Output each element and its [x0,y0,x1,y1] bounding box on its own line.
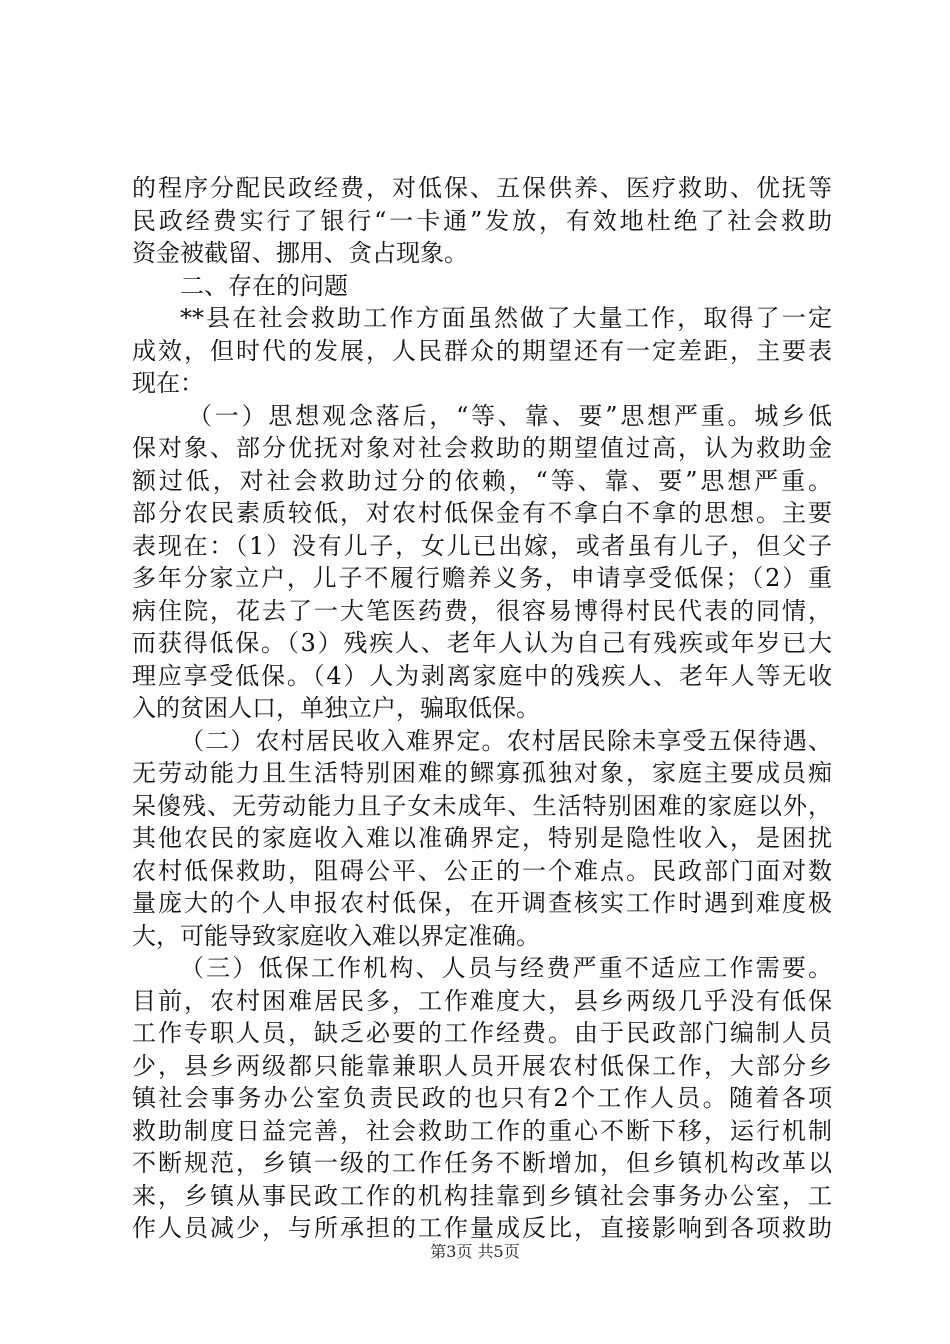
text-line: 不断规范，乡镇一级的工作任务不断增加，但乡镇机构改革以 [132,1149,832,1177]
text-line: **县在社会救助工作方面虽然做了大量工作，取得了一定 [180,304,832,332]
text-line: 目前，农村困难居民多，工作难度大，县乡两级几乎没有低保 [132,986,832,1015]
text-line: 民政经费实行了银行“一卡通”发放，有效地杜绝了社会救助 [132,206,832,235]
subsection-heading: （三）低保工作机构、人员与经费严重不适应工作需要。 [180,954,832,982]
subsection-heading: （一）思想观念落后，“等、靠、要”思想严重。城乡低 [188,401,832,430]
text-line: 工作专职人员，缺乏必要的工作经费。由于民政部门编制人员 [132,1019,832,1047]
text-line: 救助制度日益完善，社会救助工作的重心不断下移，运行机制 [132,1116,832,1145]
text-line: 量庞大的个人申报农村低保，在开调查核实工作时遇到难度极 [132,889,832,917]
text-line: 少，县乡两级都只能靠兼职人员开展农村低保工作，大部分乡 [132,1051,832,1080]
text-line: 部分农民素质较低，对农村低保金有不拿白不拿的思想。主要 [132,499,832,527]
text-line: 农村低保救助，阻碍公平、公正的一个难点。民政部门面对数 [132,856,832,885]
subsection-heading: （二）农村居民收入难界定。农村居民除未享受五保待遇、 [180,726,832,755]
text-line: 资金被截留、挪用、贪占现象。 [132,239,468,267]
text-line: 多年分家立户，儿子不履行赡养义务，申请享受低保；（2）重 [132,564,832,592]
text-line: 作人员减少，与所承担的工作量成反比，直接影响到各项救助 [132,1214,832,1242]
text-line: 大，可能导致家庭收入难以界定准确。 [132,921,540,950]
text-line: 而获得低保。（3）残疾人、老年人认为自己有残疾或年岁已大 [132,629,832,657]
text-line: 镇社会事务办公室负责民政的也只有2个工作人员。随着各项 [132,1084,832,1112]
page-number-footer: 第3页 共5页 [430,1242,520,1261]
body-text [132,172,832,1245]
text-line: 的程序分配民政经费，对低保、五保供养、医疗救助、优抚等 [132,174,832,202]
section-heading: 二、存在的问题 [180,271,348,300]
text-line: 理应享受低保。（4）人为剥离家庭中的残疾人、老年人等无收 [132,661,832,690]
text-line: 病住院，花去了一大笔医药费，很容易博得村民代表的同情， [132,596,832,625]
text-line: 现在： [132,369,204,397]
text-line: 入的贫困人口，单独立户，骗取低保。 [132,694,540,722]
text-line: 保对象、部分优抚对象对社会救助的期望值过高，认为救助金 [132,434,832,462]
text-line: 呆傻残、无劳动能力且子女未成年、生活特别困难的家庭以外， [132,791,832,820]
text-line: 额过低，对社会救助过分的依赖，“等、靠、要”思想严重。 [132,466,832,495]
text-line: 成效，但时代的发展，人民群众的期望还有一定差距，主要表 [132,336,832,365]
text-line: 其他农民的家庭收入难以准确界定，特别是隐性收入，是困扰 [132,824,832,852]
text-line: 来，乡镇从事民政工作的机构挂靠到乡镇社会事务办公室，工 [132,1181,832,1210]
text-line: 表现在：（1）没有儿子，女儿已出嫁，或者虽有儿子，但父子 [132,531,832,560]
text-line: 无劳动能力且生活特别困难的鳏寡孤独对象，家庭主要成员痴 [132,759,832,787]
